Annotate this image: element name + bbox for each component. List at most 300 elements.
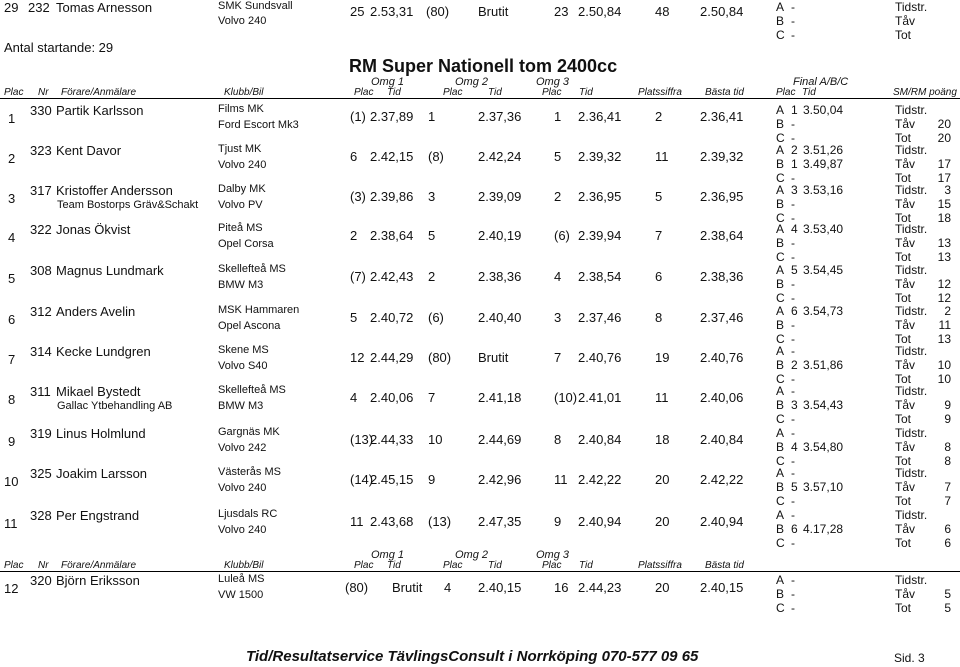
- row-plac: 1: [8, 111, 16, 126]
- header-final: Final A/B/C: [793, 76, 849, 88]
- row-plac: 10: [4, 474, 19, 489]
- omg2-tid: 2.37,36: [478, 109, 522, 124]
- final-plac: -: [791, 384, 795, 398]
- final-class: B: [776, 197, 785, 211]
- final-label: Tidstr.: [895, 103, 928, 117]
- omg2-plac: (80): [428, 350, 452, 365]
- final-plac: -: [791, 332, 795, 346]
- final-plac: -: [791, 426, 795, 440]
- final-plac: -: [791, 197, 795, 211]
- header-omg3: Omg 3: [536, 76, 570, 88]
- final-label: Tåv: [895, 157, 916, 171]
- final-class: B: [776, 358, 785, 372]
- omg1-tid: 2.42,15: [370, 149, 414, 164]
- header-platssiffra: Platssiffra: [638, 560, 682, 571]
- final-plac: 1: [791, 157, 798, 171]
- platssiffra: 20: [655, 580, 670, 595]
- omg1-plac: 11: [350, 514, 364, 529]
- sm-points: 12: [937, 277, 951, 291]
- final-plac: 4: [791, 440, 798, 454]
- page-title: RM Super Nationell tom 2400cc: [349, 56, 618, 76]
- row-club: Tjust MK: [218, 143, 262, 155]
- sm-points: 12: [937, 291, 951, 305]
- omg1-tid: 2.42,43: [370, 269, 414, 284]
- header-final-tid: Tid: [802, 87, 816, 98]
- final-label: Tot: [895, 131, 912, 145]
- final-class: C: [776, 291, 785, 305]
- final-label: Tot: [895, 171, 912, 185]
- final-plac: -: [791, 171, 795, 185]
- row-car: Volvo 242: [218, 442, 267, 454]
- final-label: Tidstr.: [895, 183, 928, 197]
- final-plac: -: [791, 494, 795, 508]
- header-plac: Plac: [4, 560, 24, 571]
- omg3-tid: 2.39,94: [578, 228, 622, 243]
- row-plac: 4: [8, 230, 16, 245]
- platssiffra: 7: [655, 228, 663, 243]
- omg2-plac: (80): [426, 4, 450, 19]
- omg2-plac: (13): [428, 514, 452, 529]
- row-club: Västerås MS: [218, 466, 281, 478]
- omg3-plac: 4: [554, 269, 562, 284]
- omg3-plac: 3: [554, 310, 562, 325]
- row-car: Opel Ascona: [218, 320, 281, 332]
- final-tid: 3.53,40: [803, 222, 844, 236]
- omg3-tid: 2.41,01: [578, 390, 622, 405]
- final-plac: -: [791, 250, 795, 264]
- row-nr: 325: [30, 466, 52, 481]
- final-label: Tidstr.: [895, 426, 928, 440]
- sm-points: 17: [937, 157, 951, 171]
- final-class: C: [776, 494, 785, 508]
- omg2-tid: 2.40,40: [478, 310, 522, 325]
- header-plac: Plac: [4, 87, 24, 98]
- omg1-plac: 2: [350, 228, 358, 243]
- omg3-plac: 11: [554, 472, 568, 487]
- row-plac: 6: [8, 312, 16, 327]
- row-car: Volvo 240: [218, 524, 267, 536]
- row-club: Piteå MS: [218, 222, 263, 234]
- sm-points: 3: [944, 183, 951, 197]
- omg1-tid: 2.44,29: [370, 350, 414, 365]
- final-plac: -: [791, 601, 795, 615]
- sm-points: 8: [944, 440, 951, 454]
- omg1-tid: 2.40,06: [370, 390, 414, 405]
- basta-tid: 2.50,84: [700, 4, 744, 19]
- sm-points: 6: [944, 536, 951, 550]
- header-tid-1: Tid: [387, 87, 401, 98]
- omg2-tid: Brutit: [478, 4, 509, 19]
- final-plac: 3: [791, 183, 798, 197]
- final-label: Tot: [895, 332, 912, 346]
- final-label: Tot: [895, 211, 912, 225]
- final-class: C: [776, 601, 785, 615]
- final-label: Tåv: [895, 236, 916, 250]
- row-nr: 319: [30, 426, 52, 441]
- final-label: Tot: [895, 291, 912, 305]
- basta-tid: 2.39,32: [700, 149, 744, 164]
- final-plac: -: [791, 14, 795, 28]
- final-class: B: [776, 440, 785, 454]
- omg3-tid: 2.39,32: [578, 149, 622, 164]
- sm-points: 7: [944, 494, 951, 508]
- header-omg3: Omg 3: [536, 549, 570, 561]
- header-tid-2: Tid: [488, 560, 502, 571]
- final-plac: 5: [791, 480, 798, 494]
- basta-tid: 2.42,22: [700, 472, 744, 487]
- row-club: Ljusdals RC: [218, 508, 278, 520]
- final-label: Tot: [895, 601, 912, 615]
- final-class: A: [776, 384, 785, 398]
- row-car: Volvo 240: [218, 15, 267, 27]
- final-class: B: [776, 157, 785, 171]
- platssiffra: 6: [655, 269, 663, 284]
- sm-points: 13: [937, 332, 951, 346]
- header-sm: SM/RM poäng: [893, 87, 957, 98]
- omg3-plac: 16: [554, 580, 569, 595]
- page-number: Sid. 3: [894, 651, 925, 665]
- footer-credit: Tid/Resultatservice TävlingsConsult i Norrköping 070-577 09 65: [246, 648, 699, 665]
- final-label: Tidstr.: [895, 143, 928, 157]
- final-plac: -: [791, 211, 795, 225]
- final-class: B: [776, 236, 785, 250]
- header-plac-3: Plac: [542, 87, 562, 98]
- sm-points: 13: [937, 250, 951, 264]
- header-plac-3: Plac: [542, 560, 562, 571]
- final-label: Tåv: [895, 14, 916, 28]
- row-name: Kristoffer Andersson: [56, 183, 173, 198]
- final-class: A: [776, 304, 785, 318]
- final-label: Tidstr.: [895, 573, 928, 587]
- final-class: A: [776, 143, 785, 157]
- row-plac: 5: [8, 271, 16, 286]
- row-nr: 322: [30, 222, 52, 237]
- omg1-plac: 4: [350, 390, 358, 405]
- final-class: C: [776, 171, 785, 185]
- sm-points: 8: [944, 454, 951, 468]
- row-nr: 312: [30, 304, 52, 319]
- omg3-tid: 2.37,46: [578, 310, 622, 325]
- final-label: Tåv: [895, 522, 916, 536]
- row-plac: 2: [8, 151, 16, 166]
- header-forare: Förare/Anmälare: [61, 560, 137, 571]
- final-plac: 6: [791, 304, 798, 318]
- row-club: Films MK: [218, 103, 264, 115]
- final-class: A: [776, 344, 785, 358]
- final-tid: 3.50,04: [803, 103, 844, 117]
- final-class: C: [776, 536, 785, 550]
- omg1-tid: 2.43,68: [370, 514, 414, 529]
- final-class: B: [776, 277, 785, 291]
- final-plac: -: [791, 412, 795, 426]
- final-plac: 2: [791, 143, 798, 157]
- row-club: Dalby MK: [218, 183, 266, 195]
- final-class: A: [776, 573, 785, 587]
- final-plac: 5: [791, 263, 798, 277]
- final-class: A: [776, 0, 785, 14]
- omg1-plac: 12: [350, 350, 365, 365]
- platssiffra: 19: [655, 350, 670, 365]
- final-tid: 3.51,26: [803, 143, 844, 157]
- basta-tid: 2.36,95: [700, 189, 744, 204]
- row-car: Volvo 240: [218, 159, 267, 171]
- header-klubb: Klubb/Bil: [224, 87, 264, 98]
- header-platssiffra: Platssiffra: [638, 87, 682, 98]
- omg3-tid: 2.50,84: [578, 4, 622, 19]
- omg3-tid: 2.38,54: [578, 269, 622, 284]
- row-plac: 7: [8, 352, 16, 367]
- omg1-plac: (7): [350, 269, 366, 284]
- row-nr: 328: [30, 508, 52, 523]
- final-label: Tidstr.: [895, 222, 928, 236]
- row-car: VW 1500: [218, 589, 264, 601]
- omg3-plac: 8: [554, 432, 562, 447]
- final-plac: 4: [791, 222, 798, 236]
- platssiffra: 5: [655, 189, 663, 204]
- omg1-plac: 6: [350, 149, 358, 164]
- row-name: Linus Holmlund: [56, 426, 146, 441]
- header-nr: Nr: [38, 87, 49, 98]
- omg3-plac: 2: [554, 189, 562, 204]
- platssiffra: 2: [655, 109, 663, 124]
- omg3-tid: 2.42,22: [578, 472, 622, 487]
- row-name: Tomas Arnesson: [56, 0, 153, 15]
- final-label: Tåv: [895, 277, 916, 291]
- final-label: Tidstr.: [895, 508, 928, 522]
- row-car: Opel Corsa: [218, 238, 274, 250]
- omg1-plac: 5: [350, 310, 358, 325]
- final-label: Tot: [895, 536, 912, 550]
- omg2-plac: 10: [428, 432, 443, 447]
- final-label: Tot: [895, 250, 912, 264]
- basta-tid: 2.40,76: [700, 350, 744, 365]
- final-class: A: [776, 103, 785, 117]
- header-plac-2: Plac: [443, 560, 463, 571]
- row-name: Anders Avelin: [56, 304, 136, 319]
- final-class: C: [776, 131, 785, 145]
- final-label: Tidstr.: [895, 0, 928, 14]
- basta-tid: 2.40,15: [700, 580, 744, 595]
- omg3-tid: 2.44,23: [578, 580, 622, 595]
- omg1-tid: 2.39,86: [370, 189, 414, 204]
- row-name: Partik Karlsson: [56, 103, 144, 118]
- final-label: Tåv: [895, 117, 916, 131]
- omg2-tid: 2.38,36: [478, 269, 522, 284]
- final-tid: 3.54,43: [803, 398, 844, 412]
- omg3-plac: (10): [554, 390, 578, 405]
- sm-points: 9: [944, 412, 951, 426]
- basta-tid: 2.40,94: [700, 514, 744, 529]
- final-tid: 3.53,16: [803, 183, 844, 197]
- sm-points: 7: [944, 480, 951, 494]
- final-plac: -: [791, 28, 795, 42]
- final-class: C: [776, 454, 785, 468]
- final-tid: 3.54,80: [803, 440, 844, 454]
- omg2-tid: 2.44,69: [478, 432, 522, 447]
- row-car: Volvo S40: [218, 360, 268, 372]
- header-tid-3: Tid: [579, 560, 593, 571]
- row-team: Team Bostorps Gräv&Schakt: [57, 199, 199, 211]
- row-name: Kecke Lundgren: [56, 344, 151, 359]
- omg3-plac: 7: [554, 350, 562, 365]
- final-class: B: [776, 522, 785, 536]
- sm-points: 6: [944, 522, 951, 536]
- row-club: Gargnäs MK: [218, 426, 280, 438]
- row-name: Mikael Bystedt: [56, 384, 141, 399]
- omg2-tid: 2.42,24: [478, 149, 522, 164]
- omg2-plac: 1: [428, 109, 436, 124]
- final-class: A: [776, 222, 785, 236]
- basta-tid: 2.37,46: [700, 310, 744, 325]
- omg2-tid: 2.40,15: [478, 580, 522, 595]
- header-omg2: Omg 2: [455, 76, 489, 88]
- omg2-tid: 2.41,18: [478, 390, 522, 405]
- omg1-tid: Brutit: [392, 580, 423, 595]
- final-label: Tot: [895, 28, 912, 42]
- final-tid: 3.51,86: [803, 358, 844, 372]
- row-name: Kent Davor: [56, 143, 122, 158]
- row-nr: 311: [30, 384, 51, 399]
- final-plac: 3: [791, 398, 798, 412]
- final-class: B: [776, 14, 785, 28]
- sm-points: 10: [937, 358, 951, 372]
- final-class: C: [776, 332, 785, 346]
- sm-points: 2: [944, 304, 951, 318]
- final-label: Tåv: [895, 480, 916, 494]
- omg1-plac: (3): [350, 189, 366, 204]
- omg1-plac: 25: [350, 4, 365, 19]
- final-label: Tåv: [895, 587, 916, 601]
- omg2-plac: (8): [428, 149, 444, 164]
- final-plac: 1: [791, 103, 798, 117]
- basta-tid: 2.38,64: [700, 228, 744, 243]
- header-plac-2: Plac: [443, 87, 463, 98]
- final-plac: -: [791, 0, 795, 14]
- omg2-plac: 7: [428, 390, 436, 405]
- sm-points: 20: [937, 131, 951, 145]
- row-name: Björn Eriksson: [56, 573, 140, 588]
- final-label: Tåv: [895, 398, 916, 412]
- omg1-plac: (80): [345, 580, 369, 595]
- row-plac: 8: [8, 392, 16, 407]
- final-label: Tidstr.: [895, 304, 928, 318]
- omg2-plac: 2: [428, 269, 436, 284]
- row-name: Per Engstrand: [56, 508, 140, 523]
- omg3-plac: 9: [554, 514, 562, 529]
- final-class: C: [776, 412, 785, 426]
- platssiffra: 8: [655, 310, 663, 325]
- header-klubb: Klubb/Bil: [224, 560, 264, 571]
- row-club: SMK Sundsvall: [218, 0, 293, 12]
- omg3-plac: 23: [554, 4, 569, 19]
- omg2-tid: 2.39,09: [478, 189, 522, 204]
- final-label: Tåv: [895, 358, 916, 372]
- sm-points: 17: [937, 171, 951, 185]
- row-club: Skellefteå MS: [218, 384, 286, 396]
- final-plac: -: [791, 573, 795, 587]
- row-plac: 29: [4, 0, 19, 15]
- row-plac: 12: [4, 581, 19, 596]
- final-plac: -: [791, 536, 795, 550]
- header-basta: Bästa tid: [705, 560, 744, 571]
- header-nr: Nr: [38, 560, 49, 571]
- final-plac: -: [791, 131, 795, 145]
- final-plac: -: [791, 508, 795, 522]
- row-nr: 314: [30, 344, 52, 359]
- basta-tid: 2.38,36: [700, 269, 744, 284]
- header-tid-3: Tid: [579, 87, 593, 98]
- final-label: Tidstr.: [895, 263, 928, 277]
- omg3-tid: 2.40,76: [578, 350, 622, 365]
- omg1-plac: (13): [350, 432, 374, 447]
- final-class: B: [776, 398, 785, 412]
- header-omg1: Omg 1: [371, 549, 405, 561]
- final-class: A: [776, 263, 785, 277]
- omg1-plac: (1): [350, 109, 366, 124]
- row-name: Joakim Larsson: [56, 466, 148, 481]
- sm-points: 9: [944, 398, 951, 412]
- header-final-plac: Plac: [776, 87, 796, 98]
- row-nr: 317: [30, 183, 52, 198]
- final-class: A: [776, 466, 785, 480]
- final-class: B: [776, 480, 785, 494]
- sm-points: 11: [938, 318, 951, 332]
- row-club: Skellefteå MS: [218, 263, 286, 275]
- platssiffra: 20: [655, 514, 670, 529]
- final-plac: -: [791, 277, 795, 291]
- basta-tid: 2.36,41: [700, 109, 744, 124]
- header-tid-1: Tid: [387, 560, 401, 571]
- omg1-tid: 2.40,72: [370, 310, 414, 325]
- final-plac: -: [791, 454, 795, 468]
- final-label: Tot: [895, 454, 912, 468]
- final-label: Tot: [895, 372, 912, 386]
- final-class: C: [776, 211, 785, 225]
- row-club: MSK Hammaren: [218, 304, 300, 316]
- sm-points: 10: [937, 372, 951, 386]
- omg2-plac: 5: [428, 228, 436, 243]
- omg2-tid: 2.47,35: [478, 514, 522, 529]
- final-label: Tot: [895, 494, 912, 508]
- final-class: C: [776, 28, 785, 42]
- row-car: BMW M3: [218, 400, 264, 412]
- omg2-plac: 9: [428, 472, 436, 487]
- row-car: Ford Escort Mk3: [218, 119, 299, 131]
- row-name: Jonas Ökvist: [56, 222, 131, 237]
- final-plac: -: [791, 318, 795, 332]
- final-tid: 4.17,28: [803, 522, 844, 536]
- final-class: B: [776, 587, 785, 601]
- omg1-tid: 2.45,15: [370, 472, 414, 487]
- final-class: A: [776, 426, 785, 440]
- platssiffra: 20: [655, 472, 670, 487]
- final-label: Tåv: [895, 440, 916, 454]
- divider: [0, 98, 960, 99]
- omg3-plac: 5: [554, 149, 562, 164]
- omg2-tid: 2.42,96: [478, 472, 522, 487]
- final-tid: 3.49,87: [803, 157, 844, 171]
- final-plac: -: [791, 344, 795, 358]
- row-nr: 323: [30, 143, 52, 158]
- omg3-plac: (6): [554, 228, 570, 243]
- header-omg1: Omg 1: [371, 76, 405, 88]
- omg1-plac: (14): [350, 472, 374, 487]
- header-tid-2: Tid: [488, 87, 502, 98]
- sm-points: 15: [937, 197, 951, 211]
- row-plac: 11: [4, 516, 18, 531]
- omg3-tid: 2.40,94: [578, 514, 622, 529]
- row-nr: 232: [28, 0, 50, 15]
